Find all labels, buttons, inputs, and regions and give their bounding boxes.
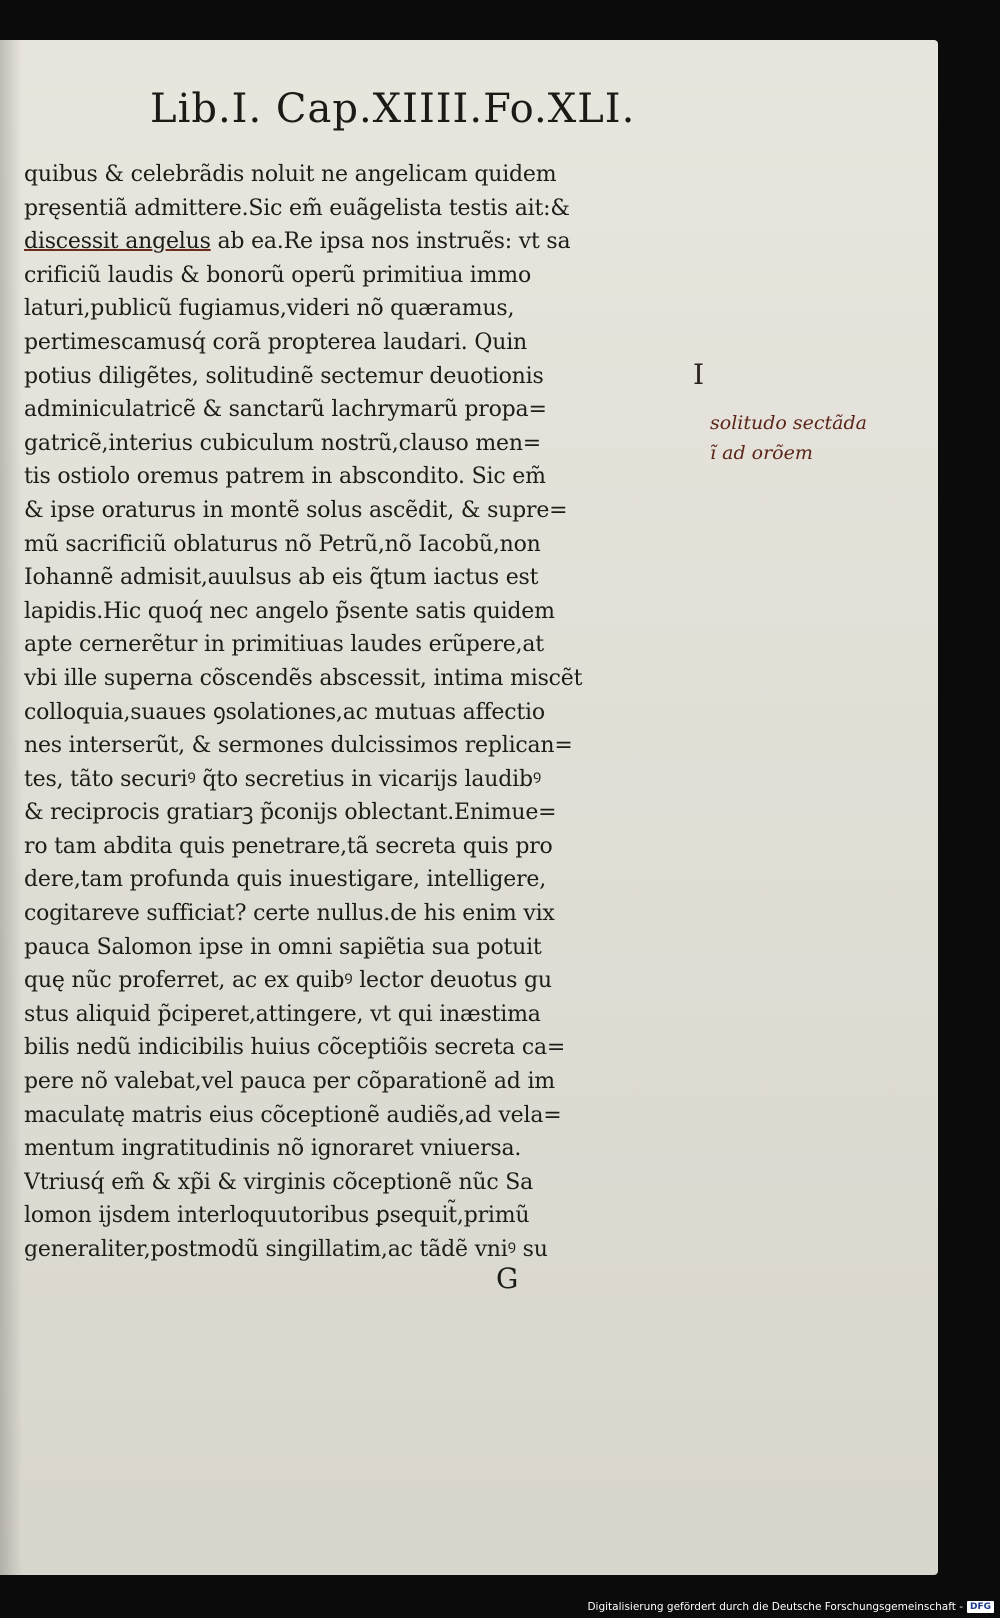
running-header: Lib.I. Cap.XIIII.Fo.XLI. — [150, 86, 636, 132]
text-line: tis ostiolo oremus patrem in abscondito. Sic em̃ — [24, 464, 546, 490]
text-line: lomon ijsdem interloquutoribus ꝑsequit̃,primũ — [24, 1203, 530, 1229]
text-line: maculatę matris eius cõceptionẽ audiẽs,ad vela= — [24, 1102, 562, 1128]
text-line: Iohannẽ admisit,auulsus ab eis q̃tum iactus est — [24, 565, 539, 591]
text-block — [24, 158, 684, 1267]
text-line: adminiculatricẽ & sanctarũ lachrymarũ propa= — [24, 397, 547, 423]
text-line: pręsentiã admittere.Sic em̃ euãgelista testis ait:& — [24, 195, 570, 221]
text-line: bilis nedũ indicibilis huius cõceptiõis secreta ca= — [24, 1035, 566, 1061]
text-line: potius diligẽtes, solitudinẽ sectemur deuotionis — [24, 363, 544, 389]
line-remainder: ab ea.Re ipsa nos instruẽs: vt sa — [210, 229, 571, 255]
text-line: pere nõ valebat,vel pauca per cõparationẽ ad im — [24, 1069, 555, 1095]
text-line: Vtriusq́ em̃ & xp̃i & virginis cõceptionẽ nũc Sa — [24, 1169, 534, 1195]
text-line: quę nũc proferret, ac ex quibꝰ lector deuotus gu — [24, 968, 552, 994]
text-line: pauca Salomon ipse in omni sapiẽtia sua potuit — [24, 934, 542, 960]
text-line: gatricẽ,interius cubiculum nostrũ,clauso men= — [24, 430, 542, 456]
book-page — [0, 40, 938, 1575]
handwritten-margin-note — [710, 408, 930, 468]
text-line: laturi,publicũ fugiamus,videri nõ quæramus, — [24, 296, 515, 322]
margin-mark: I — [693, 358, 705, 391]
text-line: stus aliquid p̃ciperet,attingere, vt qui inæstima — [24, 1001, 541, 1027]
text-line: quibus & celebrãdis noluit ne angelicam quidem — [24, 162, 557, 187]
text-line: generaliter,postmodũ singillatim,ac tãdẽ vniꝰ su — [24, 1237, 548, 1262]
text-line — [24, 225, 684, 259]
text-line: mũ sacrificiũ oblaturus nõ Petrũ,nõ Iacobũ,non — [24, 531, 541, 557]
text-line: vbi ille superna cõscendẽs abscessit, intima miscẽt — [24, 665, 583, 691]
margin-note-line-1: solitudo sectãda — [710, 412, 867, 434]
text-line: tes, tãto securiꝰ q̃to secretius in vicarijs laudibꝰ — [24, 766, 542, 792]
text-line: ro tam abdita quis penetrare,tã secreta quis pro — [24, 833, 553, 859]
text-line: & ipse oraturus in montẽ solus ascẽdit, & supre= — [24, 497, 568, 523]
underlined-phrase: discessit angelus — [24, 229, 211, 255]
text-line: & reciprocis gratiarꝫ p̃conijs oblectant.Enimue= — [24, 800, 557, 826]
text-line: apte cernerẽtur in primitiuas laudes erũpere,at — [24, 632, 544, 658]
text-line: dere,tam profunda quis inuestigare, intelligere, — [24, 867, 547, 893]
text-line: mentum ingratitudinis nõ ignoraret vniuersa. — [24, 1136, 522, 1162]
text-line: pertimescamusq́ corã propterea laudari. Quin — [24, 329, 527, 355]
text-line: lapidis.Hic quoq́ nec angelo p̃sente satis quidem — [24, 598, 555, 624]
text-line: crificiũ laudis & bonorũ operũ primitiua immo — [24, 262, 532, 288]
digitization-credit — [587, 1599, 994, 1615]
text-line: nes interserũt, & sermones dulcissimos replican= — [24, 733, 573, 759]
credit-text: Digitalisierung gefördert durch die Deutsche Forschungsgemeinschaft - — [587, 1601, 963, 1613]
quire-signature: G — [496, 1262, 519, 1295]
margin-note-line-2: ĩ ad orõem — [710, 442, 813, 464]
text-line: colloquia,suaues ꝯsolationes,ac mutuas affectio — [24, 699, 545, 725]
text-line: cogitareve sufficiat? certe nullus.de his enim vix — [24, 901, 555, 927]
dfg-logo: DFG — [967, 1601, 994, 1613]
